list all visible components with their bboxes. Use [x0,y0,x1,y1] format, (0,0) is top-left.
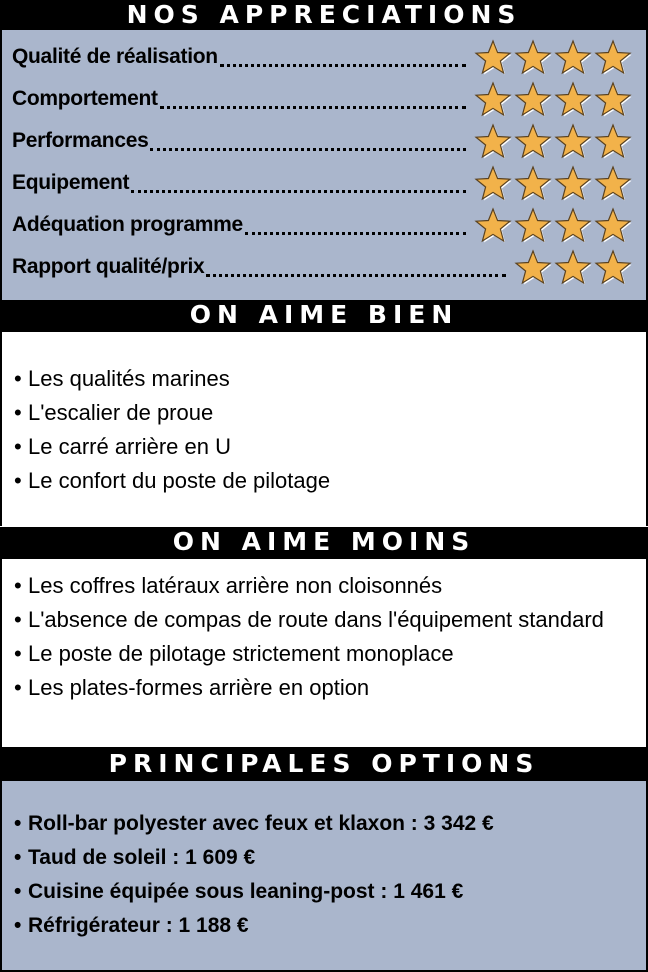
star-icon [514,81,552,117]
bullet: • [14,812,22,835]
bullet: • [14,468,22,493]
dot-leader [131,170,466,193]
star-icon [514,207,552,243]
options-title: PRINCIPALES OPTIONS [108,749,540,778]
star-icon [554,249,592,285]
star-icon [514,39,552,75]
bullet: • [14,641,22,666]
bullet: • [14,675,22,700]
list-item: • Taud de soleil : 1 609 € [14,846,256,869]
star-icon [474,123,512,159]
dot-leader [206,254,506,277]
bullet: • [14,366,22,391]
bullet: • [14,880,22,903]
list-item: • Le poste de pilotage strictement monoplace [14,641,454,666]
dot-leader [245,212,466,235]
star-icon [514,123,552,159]
options-panel [0,781,648,972]
star-icon [514,249,552,285]
bullet: • [14,607,22,632]
list-item: • Cuisine équipée sous leaning-post : 1 461 € [14,880,464,903]
dot-leader [160,86,466,109]
list-item: • Les plates-formes arrière en option [14,675,370,700]
star-icon [594,39,632,75]
star-icon [554,165,592,201]
bullet: • [14,573,22,598]
rating-row [12,249,632,285]
star-rating [474,81,632,117]
star-icon [474,165,512,201]
rating-label: Adéquation programme [12,213,243,236]
aime-bien-header [0,300,648,332]
star-icon [594,207,632,243]
rating-row [12,39,632,75]
star-rating [514,249,632,285]
appreciations-header [0,0,648,30]
star-icon [554,81,592,117]
bullet: • [14,846,22,869]
rating-label: Qualité de réalisation [12,45,218,68]
star-icon [554,207,592,243]
aime-moins-title: ON AIME MOINS [172,527,476,556]
star-rating [474,207,632,243]
list-item: • L'absence de compas de route dans l'équipement standard [14,607,604,632]
aime-moins-header [0,527,648,559]
star-rating [474,165,632,201]
appreciations-panel [0,30,648,300]
star-icon [594,81,632,117]
bullet: • [14,434,22,459]
star-icon [514,165,552,201]
rating-row [12,81,632,117]
aime-moins-list [14,573,636,709]
rating-label: Rapport qualité/prix [12,255,205,278]
star-icon [594,249,632,285]
list-item: • Les qualités marines [14,366,230,391]
star-rating [474,123,632,159]
rating-row [12,207,632,243]
rating-label: Comportement [12,87,158,110]
star-rating [474,39,632,75]
options-header [0,747,648,781]
aime-bien-title: ON AIME BIEN [189,300,459,329]
rating-label: Equipement [12,171,130,194]
bullet: • [14,914,22,937]
list-item: • Réfrigérateur : 1 188 € [14,914,249,937]
dot-leader [220,44,466,67]
rating-label: Performances [12,129,149,152]
list-item: • Roll-bar polyester avec feux et klaxon : 3 342 € [14,812,494,835]
list-item: • Le confort du poste de pilotage [14,468,331,493]
star-icon [594,165,632,201]
rating-row [12,165,632,201]
star-icon [554,39,592,75]
aime-bien-panel [0,332,648,526]
bullet: • [14,400,22,425]
list-item: • Les coffres latéraux arrière non cloisonnés [14,573,443,598]
star-icon [474,81,512,117]
star-icon [474,207,512,243]
appreciations-title: NOS APPRECIATIONS [126,0,522,29]
list-item: • L'escalier de proue [14,400,214,425]
aime-bien-list [14,366,636,502]
aime-moins-panel [0,559,648,747]
star-icon [474,39,512,75]
rating-row [12,123,632,159]
star-icon [554,123,592,159]
star-icon [594,123,632,159]
options-list [14,811,636,947]
dot-leader [150,128,466,151]
list-item: • Le carré arrière en U [14,434,231,459]
